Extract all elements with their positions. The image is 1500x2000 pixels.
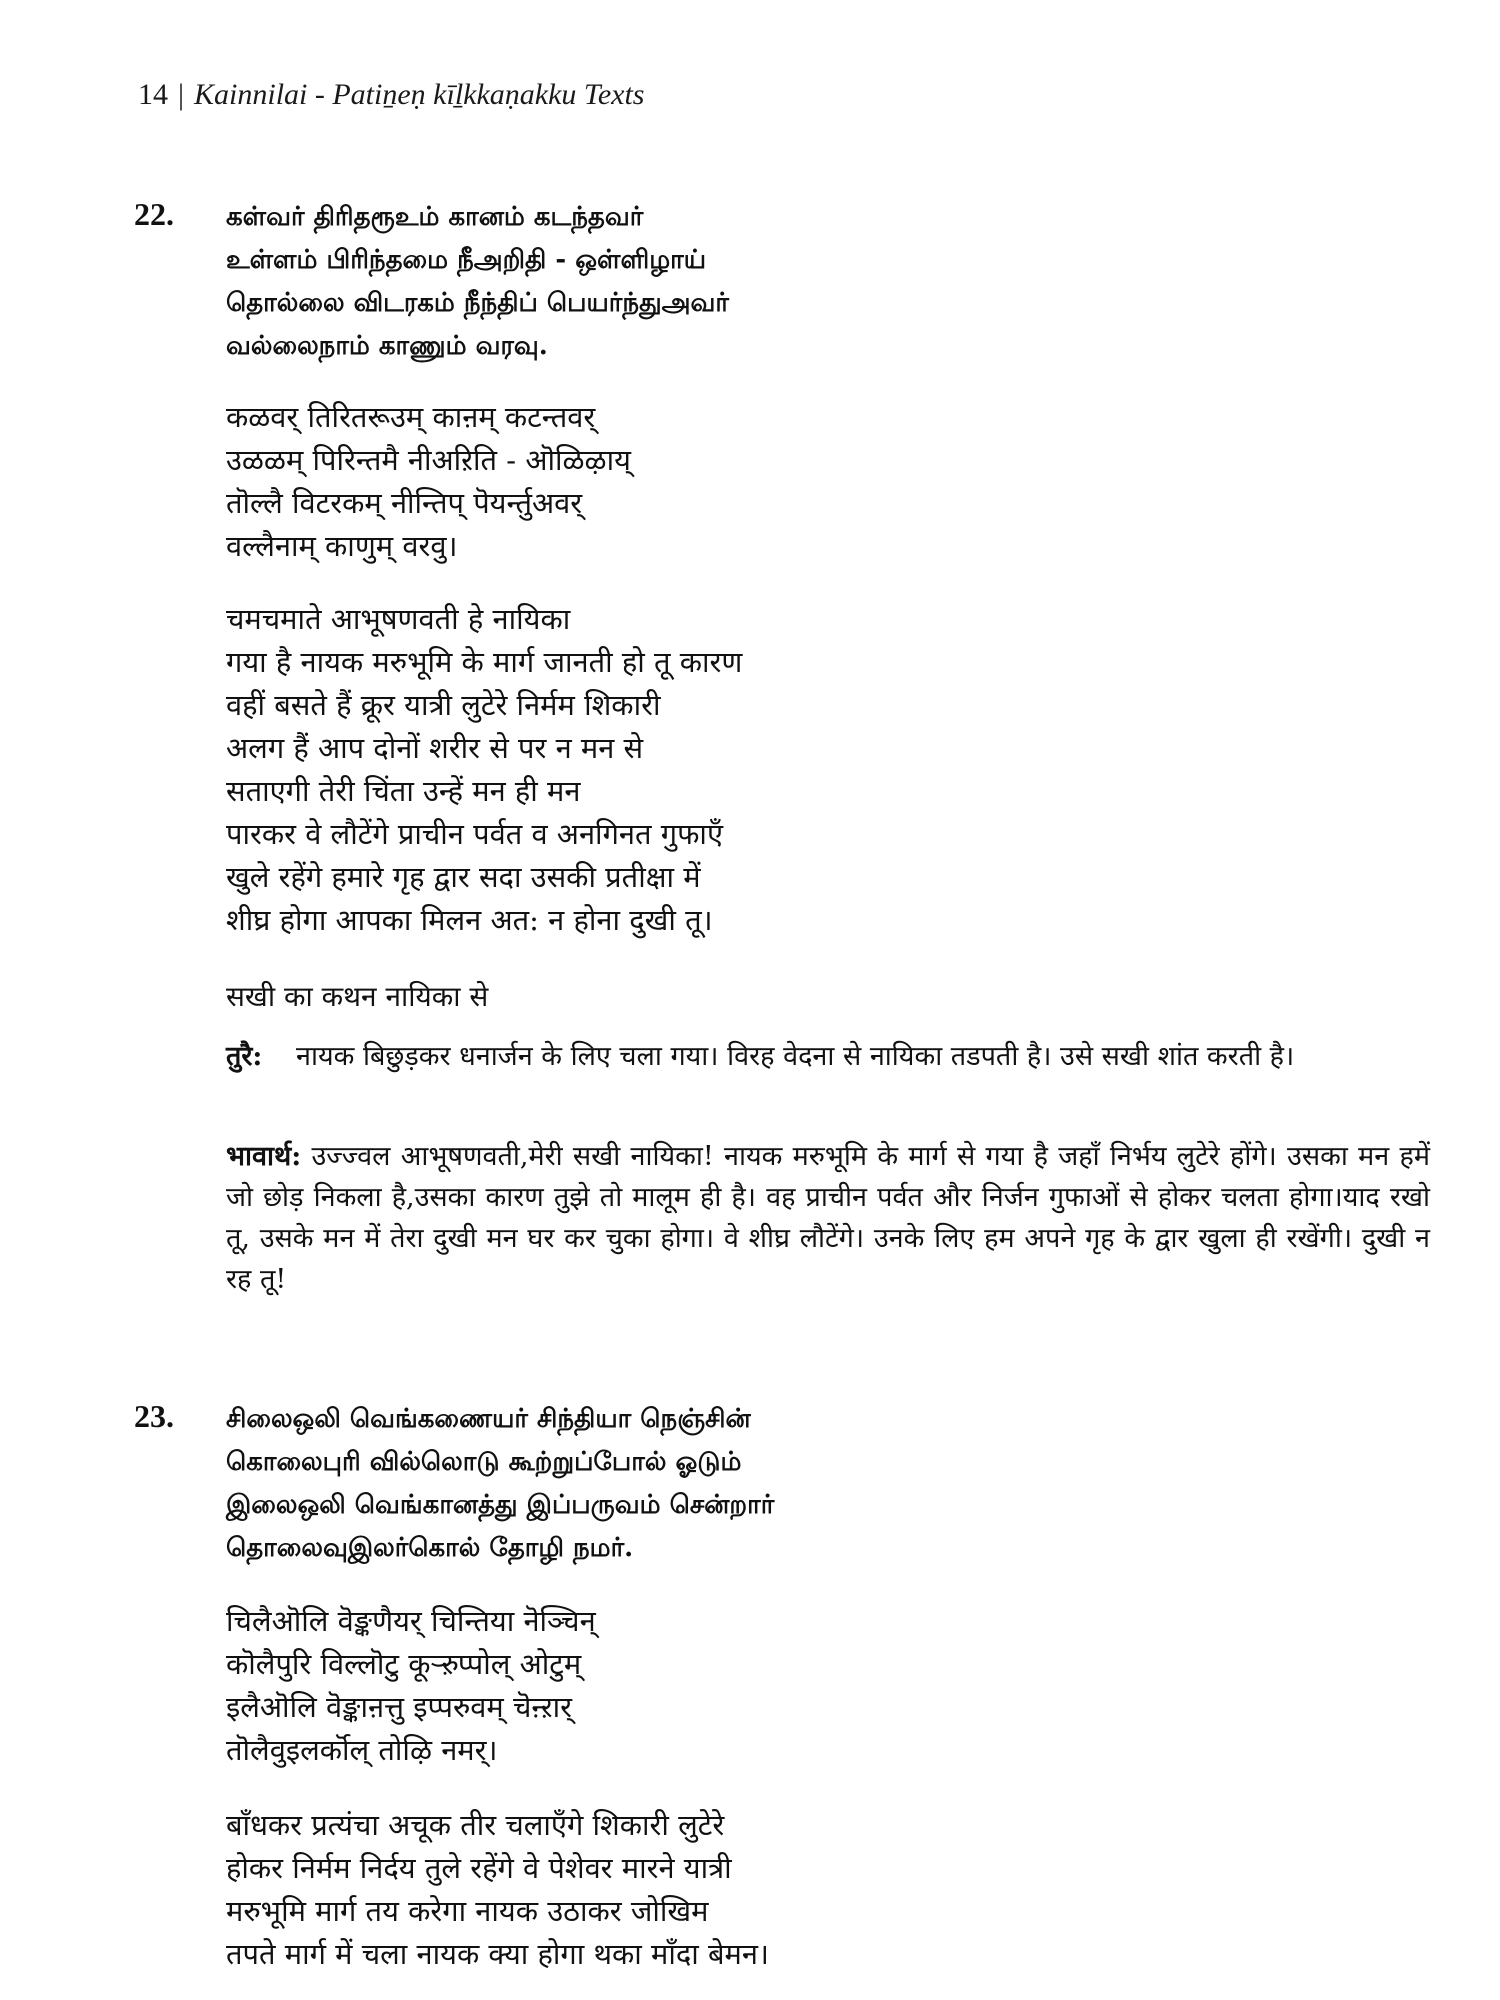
tamil-line: கள்வர் திரிதரூஉம் கானம் கடந்தவர் [226,202,644,232]
tamil-line: வல்லைநாம் காணும் வரவு. [226,331,548,361]
transliteration-line: इलैऒलि वॆङ्काऩत्तु इप्परुवम् चॆऩ्ऱार् [226,1690,572,1724]
tamil-line: உள்ளம் பிரிந்தமை நீஅறிதி - ஒள்ளிழாய் [226,245,707,275]
turai-note [226,1036,1430,1077]
meaning-paragraph [226,1136,1430,1300]
hindi-line: बाँधकर प्रत्यंचा अचूक तीर चलाएँगे शिकारी लुटेरे [226,1808,725,1842]
hindi-line: गया है नायक मरुभूमि के मार्ग जानती हो तू कारण [226,645,743,679]
meaning-label: भावार्थ: [226,1141,302,1172]
tamil-line: தொலைவுஇலர்கொல் தோழி நமர். [226,1533,634,1563]
transliteration-line: कळवर् तिरितरूउम् काऩम् कटन्तवर् [226,400,596,434]
speaker-note: सखी का कथन नायिका से [226,980,489,1013]
hindi-line: पारकर वे लौटेंगे प्राचीन पर्वत व अनगिनत गुफाएँ [226,817,723,851]
transliteration-line: तॊलैवुइलर्कॊल् तोऴि नमर्। [226,1733,498,1767]
transliteration [226,396,631,568]
hindi-line: वहीं बसते हैं क्रूर यात्री लुटेरे निर्मम शिकारी [226,688,661,722]
verse-number: 22. [134,196,174,232]
hindi-line: अलग हैं आप दोनों शरीर से पर न मन से [226,731,644,765]
hindi-line: सताएगी तेरी चिंता उन्हें मन ही मन [226,774,581,808]
book-title: Kainnilai - Patiṉeṇ kīḻkkaṇakku Texts [194,78,645,111]
meaning-text: उज्ज्वल आभूषणवती,मेरी सखी नायिका! नायक मरुभूमि के मार्ग से गया है जहाँ निर्भय लुटेरे होंगे। उसका मन हमें जो छोड़ निकला है,उसका कारण तुझे तो मालूम ही है। वह प्राचीन पर्वत और निर्जन गुफाओं से होकर चलता होगा।याद रखो तू, उसके मन में तेरा दुखी मन घर कर चुका होगा। वे शीघ्र लौटेंगे। उनके लिए हम अपने गृह के द्वार खुला ही रखेंगी। दुखी न रह तू! [226,1141,1430,1295]
transliteration-line: चिलैऒलि वॆङ्कणैयर् चिन्तिया नॆञ्चिन् [226,1604,596,1638]
verse-number: 23. [134,1398,174,1434]
hindi-line: शीघ्र होगा आपका मिलन अत: न होना दुखी तू। [226,903,713,937]
transliteration [226,1600,596,1772]
transliteration-line: उळळम् पिरिन्तमै नीअऱिति - ऒळिऴाय् [226,443,631,477]
tamil-line: இலைஒலி வெங்கானத்து இப்பருவம் சென்றார் [226,1490,775,1520]
tamil-line: சிலைஒலி வெங்கணையர் சிந்தியா நெஞ்சின் [226,1404,751,1434]
hindi-verse [226,1804,769,1976]
page-number: 14 [138,78,168,111]
header-separator: | [178,78,185,111]
transliteration-line: वल्लैनाम् काणुम् वरवु। [226,529,458,563]
hindi-line: होकर निर्मम निर्दय तुले रहेंगे वे पेशेवर मारने यात्री [226,1851,732,1885]
tamil-line: தொல்லை விடரகம் நீந்திப் பெயர்ந்துஅவர் [226,288,729,318]
turai-label: तुरै: [226,1041,263,1072]
hindi-line: चमचमाते आभूषणवती हे नायिका [226,602,571,636]
transliteration-line: तॊल्लै विटरकम् नीन्तिप् पॆयर्न्तुअवर् [226,486,583,520]
tamil-verse [226,1398,774,1570]
transliteration-line: कॊलैपुरि विल्लॊटु कूऱ्ऱुप्पोल् ओटुम् [226,1647,582,1681]
tamil-line: கொலைபுரி வில்லொடு கூற்றுப்போல் ஓடும் [226,1447,742,1477]
running-header [138,78,644,112]
hindi-verse [226,598,742,942]
hindi-line: तपते मार्ग में चला नायक क्या होगा थका माँदा बेमन। [226,1937,769,1971]
tamil-verse [226,196,729,368]
hindi-line: खुले रहेंगे हमारे गृह द्वार सदा उसकी प्रतीक्षा में [226,860,701,894]
hindi-line: मरुभूमि मार्ग तय करेगा नायक उठाकर जोखिम [226,1894,709,1928]
turai-text: नायक बिछुड़कर धनार्जन के लिए चला गया। विरह वेदना से नायिका तडपती है। उसे सखी शांत करती है। [296,1041,1295,1072]
